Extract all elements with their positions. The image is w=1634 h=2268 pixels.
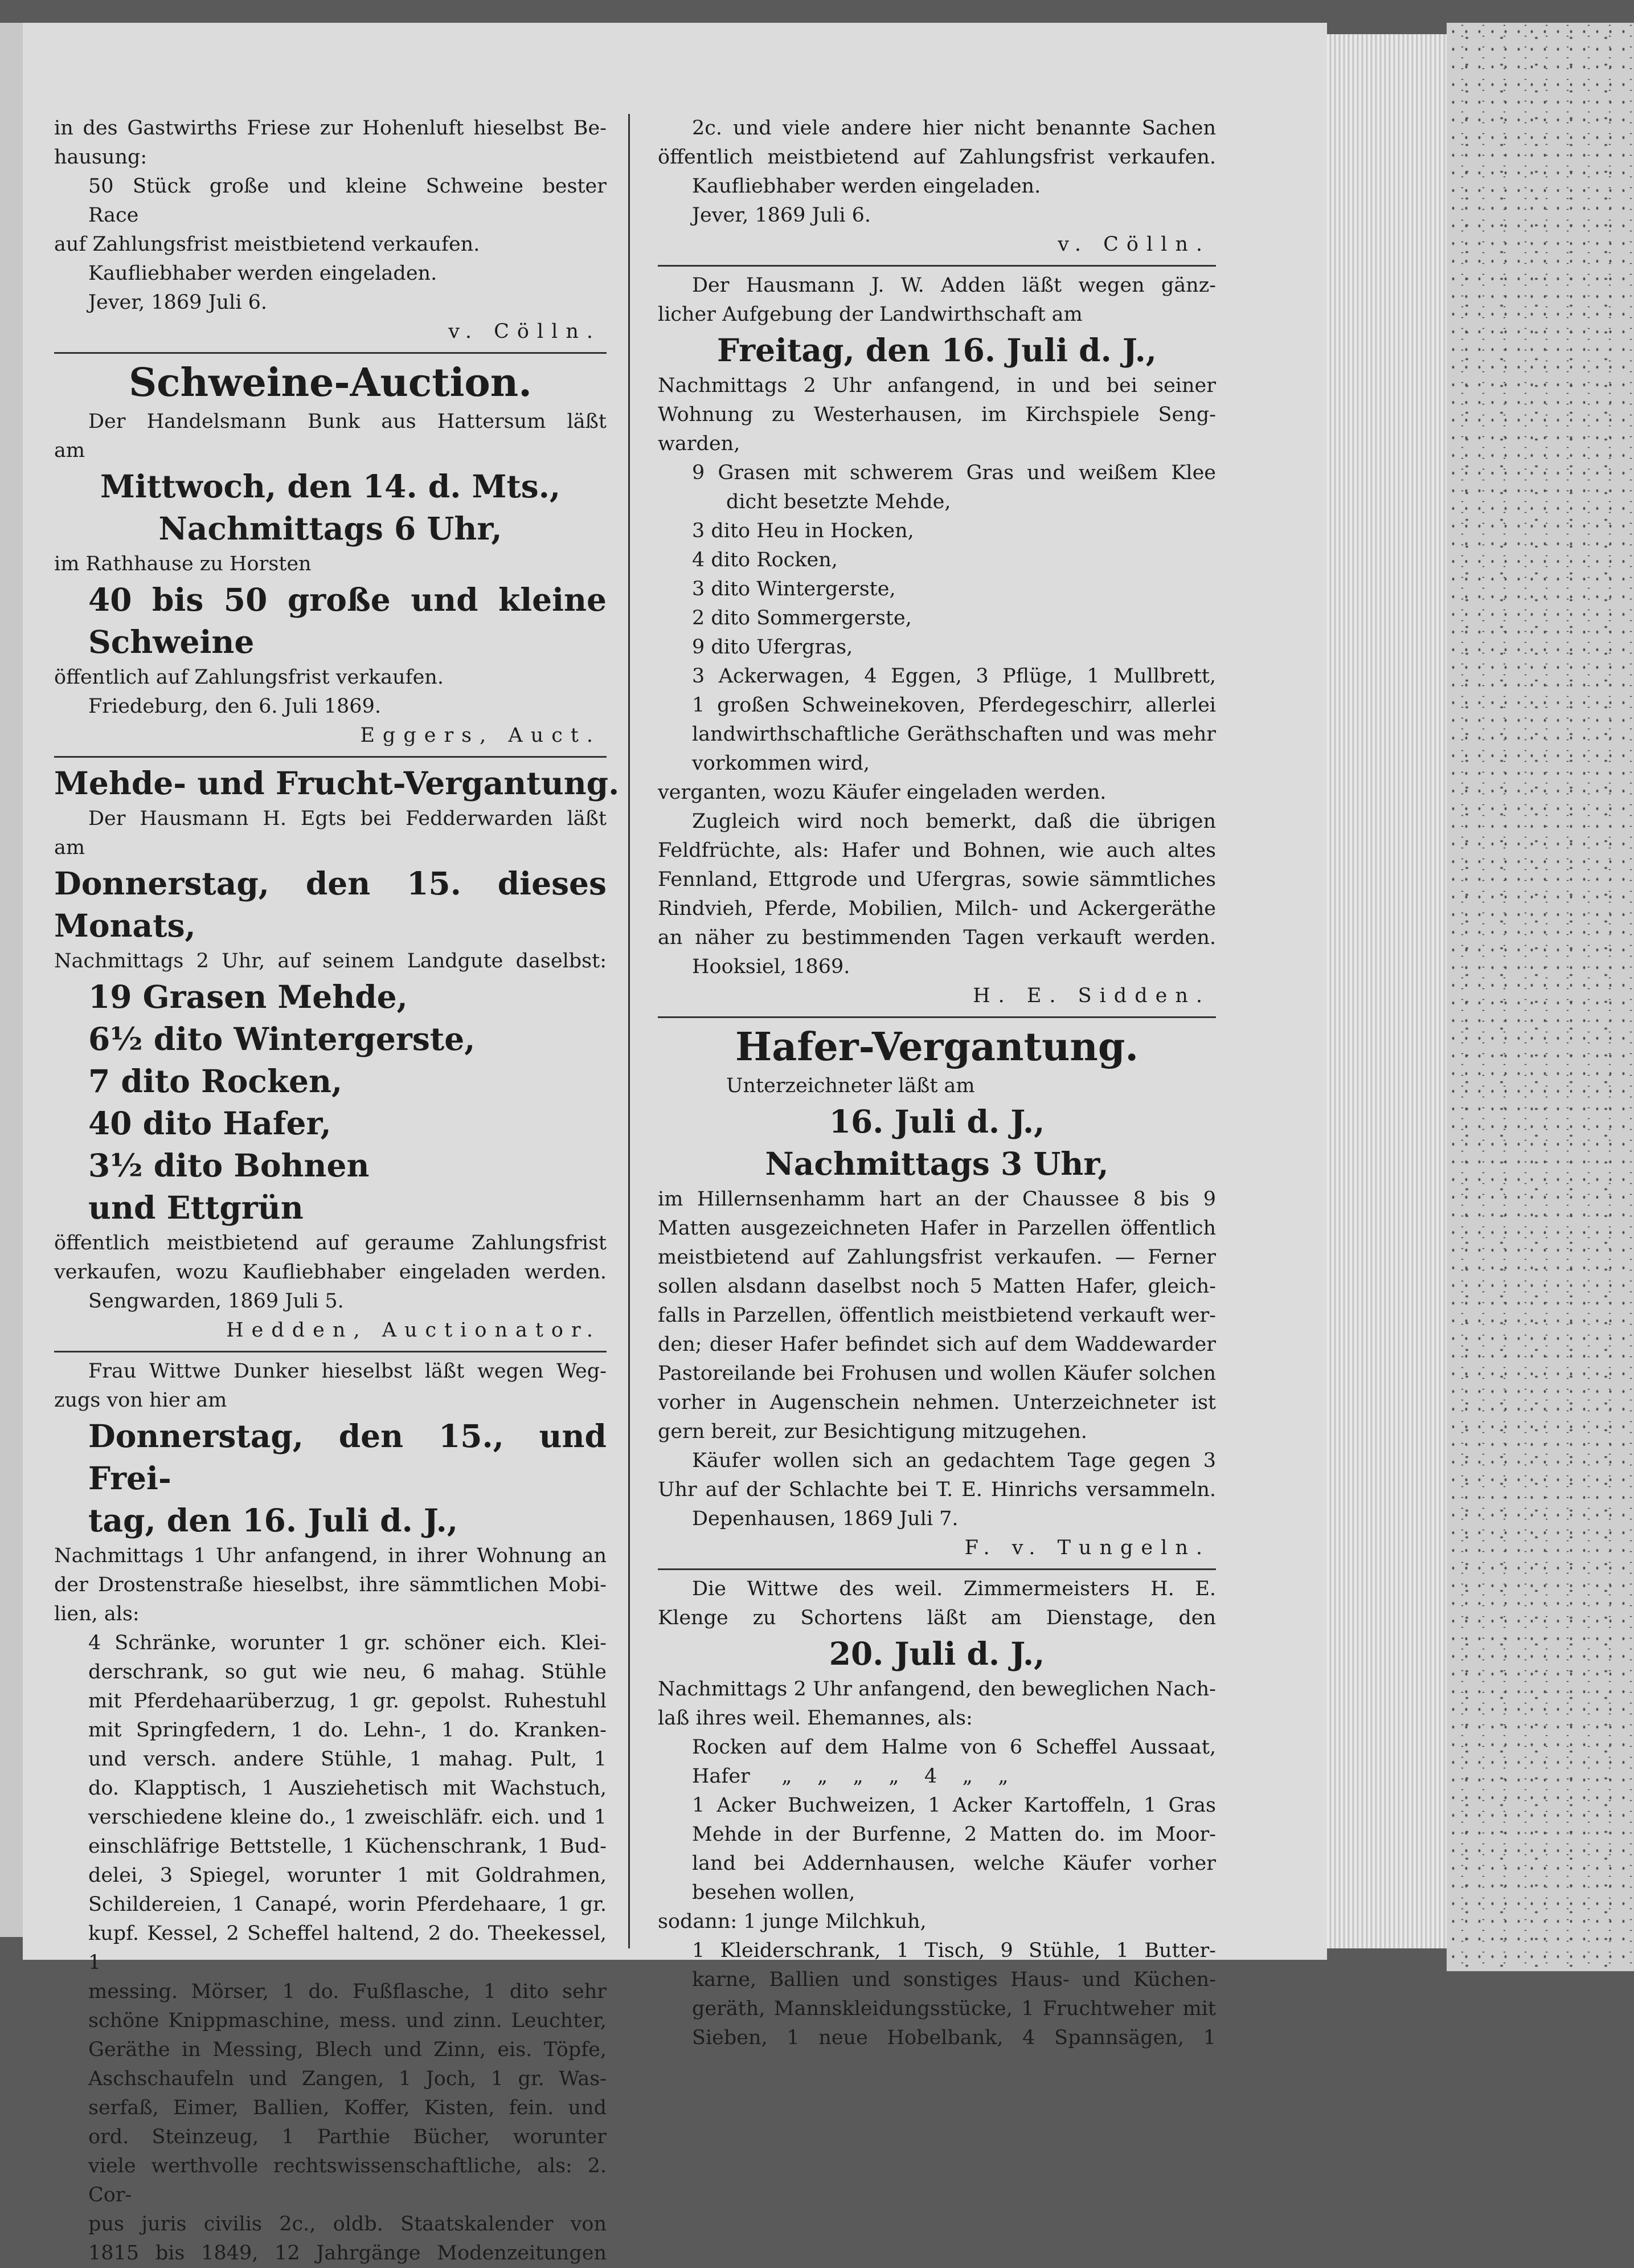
notice-line: öffentlich auf Zahlungsfrist verkaufen.	[54, 666, 444, 689]
notice-separator	[658, 265, 1216, 267]
notice-date-line: Nachmittags 3 Uhr,	[765, 1145, 1109, 1182]
notice-line: hausung:	[54, 146, 148, 169]
notice-line: im Rathhause zu Horsten	[54, 553, 312, 575]
notice-line: karne, Ballien und sonstiges Haus- und Küchen-	[692, 1968, 1216, 1991]
notice-date-line: tag, den 16. Juli d. J.,	[88, 1502, 458, 1539]
notice-line: im Hillernsenhamm hart an der Chaussee 8 bis 9	[658, 1188, 1216, 1211]
notice-line: der Drostenstraße hieselbst, ihre sämmtlichen Mobi-	[54, 1574, 607, 1596]
notice-date-line: und Ettgrün	[88, 1189, 304, 1226]
notice-line: verkaufen, wozu Kaufliebhaber eingeladen werden.	[54, 1261, 607, 1284]
notice-line: Pastoreilande bei Frohusen und wollen Käufer solchen	[658, 1362, 1216, 1385]
notice-line: auf Zahlungsfrist meistbietend verkaufen.	[54, 233, 480, 256]
notice-line: Jever, 1869 Juli 6.	[88, 291, 268, 314]
notice-date-line: 20. Juli d. J.,	[829, 1635, 1045, 1672]
notice-line: 9 Grasen mit schwerem Gras und weißem Klee	[692, 461, 1216, 484]
notice-line: Der Hausmann H. Egts bei Fedderwarden läßt	[88, 807, 607, 830]
notice-line: einschläfrige Bettstelle, 1 Küchenschrank, 1 Bud-	[88, 1835, 607, 1858]
notice-line: mit Springfedern, 1 do. Lehn-, 1 do. Kranken-	[88, 1719, 607, 1742]
notice-line: Der Hausmann J. W. Adden läßt wegen gänz-	[692, 274, 1216, 297]
notice-line: vorkommen wird,	[692, 752, 870, 775]
notice-line: dicht besetzte Mehde,	[726, 491, 951, 513]
speckled-book-edge	[1447, 23, 1634, 1971]
notice-line: land bei Addernhausen, welche Käufer vorher	[692, 1852, 1216, 1875]
notice-line: am	[54, 836, 85, 859]
notice-line: Käufer wollen sich an gedachtem Tage gegen 3	[692, 1449, 1216, 1472]
notice-line: warden,	[658, 432, 740, 455]
notice-line: 1815 bis 1849, 12 Jahrgänge Modenzeitungen	[88, 2242, 607, 2265]
notice-line: Rocken auf dem Halme von 6 Scheffel Aussaat,	[692, 1736, 1216, 1759]
notice-line: 2 dito Sommergerste,	[692, 607, 912, 630]
notice-line: 50 Stück große und kleine Schweine bester	[88, 175, 607, 198]
notice-line: 1 Acker Buchweizen, 1 Acker Kartoffeln, 1 Gras	[692, 1794, 1216, 1817]
notice-line: messing. Mörser, 1 do. Fußflasche, 1 dito sehr	[88, 1980, 607, 2003]
notice-line: delei, 3 Spiegel, worunter 1 mit Goldrahmen,	[88, 1864, 607, 1887]
notice-line: kupf. Kessel, 2 Scheffel haltend, 2 do. Theekessel, 1	[88, 1922, 607, 1974]
notice-date-line: 16. Juli d. J.,	[829, 1103, 1045, 1140]
notice-date-line: 3½ dito Bohnen	[88, 1147, 370, 1184]
notice-date-line: Donnerstag, den 15., und Frei-	[88, 1417, 607, 1497]
notice-line: licher Aufgebung der Landwirthschaft am	[658, 303, 1083, 326]
notice-line: Feldfrüchte, als: Hafer und Bohnen, wie auch altes	[658, 839, 1216, 862]
notice-line: Jever, 1869 Juli 6.	[692, 204, 871, 227]
notice-line: Nachmittags 1 Uhr anfangend, in ihrer Wohnung an	[54, 1544, 607, 1567]
notice-separator	[54, 1351, 607, 1352]
notice-headline: Schweine-Auction.	[129, 360, 532, 406]
notice-line: Sieben, 1 neue Hobelbank, 4 Spannsägen, 1	[692, 2026, 1216, 2049]
notice-line: Der Handelsmann Bunk aus Hattersum läßt	[88, 410, 607, 433]
notice-separator	[658, 1016, 1216, 1018]
notice-line: Rindvieh, Pferde, Mobilien, Milch- und Ackergeräthe	[658, 897, 1216, 920]
column-divider	[628, 114, 630, 1948]
notice-date-line: 40 dito Hafer,	[88, 1105, 331, 1142]
notice-line: Wohnung zu Westerhausen, im Kirchspiele Seng-	[658, 403, 1216, 426]
notice-line: geräth, Mannskleidungsstücke, 1 Fruchtweher mit	[692, 1997, 1216, 2020]
notice-date-line: Mehde- und Frucht-Vergantung.	[54, 765, 620, 802]
notice-line: sodann: 1 junge Milchkuh,	[658, 1910, 927, 1933]
notice-line: gern bereit, zur Besichtigung mitzugehen.	[658, 1420, 1087, 1443]
notice-line: öffentlich meistbietend auf geraume Zahlungsfrist	[54, 1232, 607, 1254]
notice-block	[54, 358, 607, 750]
notice-block	[658, 1575, 1216, 2053]
notice-date-line: Donnerstag, den 15. dieses Monats,	[54, 865, 607, 944]
notice-line: am	[54, 439, 85, 462]
notice-line: Frau Wittwe Dunker hieselbst läßt wegen Weg-	[88, 1360, 607, 1383]
notice-line: Kaufliebhaber werden eingeladen.	[88, 262, 437, 285]
notice-block	[54, 114, 607, 346]
right-column	[658, 114, 1216, 2053]
notice-line: Geräthe in Messing, Blech und Zinn, eis. Töpfe,	[88, 2038, 607, 2061]
notice-line: Nachmittags 2 Uhr, auf seinem Landgute daselbst:	[54, 950, 607, 972]
notice-line: Zugleich wird noch bemerkt, daß die übrigen	[692, 810, 1216, 833]
notice-signature: Eggers, Auct.	[360, 724, 601, 747]
notice-line: öffentlich meistbietend auf Zahlungsfrist verkaufen.	[658, 146, 1216, 169]
notice-separator	[54, 756, 607, 758]
notice-line: meistbietend auf Zahlungsfrist verkaufen. — Ferner	[658, 1246, 1216, 1269]
notice-date-line: 7 dito Rocken,	[88, 1063, 343, 1100]
notice-block	[54, 762, 620, 1345]
previous-page-edge	[0, 23, 23, 1937]
notice-signature: F. v. Tungeln.	[964, 1536, 1210, 1559]
notice-line: Friedeburg, den 6. Juli 1869.	[88, 695, 381, 718]
notice-line: landwirthschaftliche Geräthschaften und was mehr	[692, 723, 1216, 746]
notice-date-line: Freitag, den 16. Juli d. J.,	[717, 332, 1157, 369]
notice-line: 1 Kleiderschrank, 1 Tisch, 9 Stühle, 1 Butter-	[692, 1939, 1216, 1962]
notice-line: 3 dito Wintergerste,	[692, 578, 896, 600]
notice-line: Sengwarden, 1869 Juli 5.	[88, 1290, 344, 1313]
left-column	[54, 114, 620, 2268]
notice-line: Depenhausen, 1869 Juli 7.	[692, 1507, 959, 1530]
notice-line: 3 dito Heu in Hocken,	[692, 520, 914, 542]
notice-line: 9 dito Ufergras,	[692, 636, 853, 659]
notice-line: sollen alsdann daselbst noch 5 Matten Hafer, gleich-	[658, 1275, 1216, 1298]
notice-line: laß ihres weil. Ehemannes, als:	[658, 1707, 973, 1730]
book-page-edges	[1327, 34, 1447, 1948]
notice-line: Hooksiel, 1869.	[692, 955, 850, 978]
notice-line: Matten ausgezeichneten Hafer in Parzellen öffentlich	[658, 1217, 1216, 1240]
notice-line: Nachmittags 2 Uhr anfangend, den beweglichen Nach-	[658, 1678, 1216, 1701]
notice-line: Klenge zu Schortens läßt am Dienstage, den	[658, 1607, 1216, 1629]
notice-signature: v. Cölln.	[1058, 233, 1210, 256]
notice-line: 2c. und viele andere hier nicht benannte Sachen	[692, 117, 1216, 140]
notice-separator	[658, 1568, 1216, 1570]
notice-date-line: Schweine	[88, 623, 255, 660]
notice-line: pus juris civilis 2c., oldb. Staatskalender von	[88, 2213, 607, 2236]
notice-line: 1 großen Schweinekoven, Pferdegeschirr, allerlei	[692, 694, 1216, 717]
notice-line: 4 Schränke, worunter 1 gr. schöner eich. Klei-	[88, 1632, 607, 1654]
notice-block	[658, 114, 1216, 259]
notice-line: 4 dito Rocken,	[692, 549, 838, 571]
notice-line: Die Wittwe des weil. Zimmermeisters H. E.	[692, 1578, 1216, 1600]
notice-signature: H. E. Sidden.	[973, 984, 1210, 1007]
notice-block	[658, 1023, 1216, 1563]
notice-line: Unterzeichneter läßt am	[726, 1074, 975, 1097]
notice-line: Hafer „ „ „ „ 4 „ „	[692, 1765, 1009, 1788]
notice-line: besehen wollen,	[692, 1881, 855, 1904]
notice-line: Kaufliebhaber werden eingeladen.	[692, 175, 1041, 198]
notice-line: Schildereien, 1 Canapé, worin Pferdehaare, 1 gr.	[88, 1893, 607, 1916]
notice-line: lien, als:	[54, 1603, 140, 1625]
notice-line: Fennland, Ettgrode und Ufergras, sowie sämmtliches	[658, 868, 1216, 891]
notice-block	[54, 1357, 607, 2268]
notice-signature: v. Cölln.	[448, 320, 601, 343]
notice-line: an näher zu bestimmenden Tagen verkauft werden.	[658, 926, 1216, 949]
notice-line: do. Klapptisch, 1 Ausziehetisch mit Wachstuch,	[88, 1777, 607, 1800]
notice-line: serfaß, Eimer, Ballien, Koffer, Kisten, fein. und	[88, 2097, 607, 2119]
notice-line: mit Pferdehaarüberzug, 1 gr. gepolst. Ruhestuhl	[88, 1690, 607, 1713]
notice-date-line: 19 Grasen Mehde,	[88, 978, 408, 1015]
notice-line: zugs von hier am	[54, 1389, 227, 1412]
notice-block	[658, 271, 1216, 1011]
notice-line: Mehde in der Burfenne, 2 Matten do. im Moor-	[692, 1823, 1216, 1846]
notice-line: derschrank, so gut wie neu, 6 mahag. Stühle	[88, 1661, 607, 1683]
notice-separator	[54, 352, 607, 354]
notice-line: verschiedene kleine do., 1 zweischläfr. eich. und 1	[88, 1806, 607, 1829]
notice-line: den; dieser Hafer befindet sich auf dem Waddewarder	[658, 1333, 1216, 1356]
notice-date-line: 40 bis 50 große und kleine	[88, 581, 607, 618]
notice-date-line: Mittwoch, den 14. d. Mts.,	[100, 468, 561, 505]
notice-line: verganten, wozu Käufer eingeladen werden.	[658, 781, 1107, 804]
notice-line: ord. Steinzeug, 1 Parthie Bücher, worunter	[88, 2126, 607, 2148]
notice-line: schöne Knippmaschine, mess. und zinn. Leuchter,	[88, 2009, 607, 2032]
notice-line: falls in Parzellen, öffentlich meistbietend verkauft wer-	[658, 1304, 1216, 1327]
notice-line: Uhr auf der Schlachte bei T. E. Hinrichs versammeln.	[658, 1478, 1216, 1501]
notice-line: Race	[88, 204, 139, 227]
notice-headline: Hafer-Vergantung.	[735, 1024, 1139, 1070]
notice-line: Nachmittags 2 Uhr anfangend, in und bei seiner	[658, 374, 1216, 397]
notice-line: und versch. andere Stühle, 1 mahag. Pult, 1	[88, 1748, 607, 1771]
notice-line: in des Gastwirths Friese zur Hohenluft hieselbst Be-	[54, 117, 607, 140]
notice-date-line: Nachmittags 6 Uhr,	[158, 510, 502, 547]
notice-line: vorher in Augenschein nehmen. Unterzeichneter ist	[658, 1391, 1216, 1414]
notice-line: Aschschaufeln und Zangen, 1 Joch, 1 gr. Was-	[88, 2067, 607, 2090]
notice-line: 3 Ackerwagen, 4 Eggen, 3 Pflüge, 1 Mullbrett,	[692, 665, 1216, 688]
notice-line: viele werthvolle rechtswissenschaftliche, als: 2. Cor-	[88, 2155, 607, 2206]
notice-date-line: 6½ dito Wintergerste,	[88, 1020, 476, 1057]
notice-signature: Hedden, Auctionator.	[226, 1319, 601, 1342]
